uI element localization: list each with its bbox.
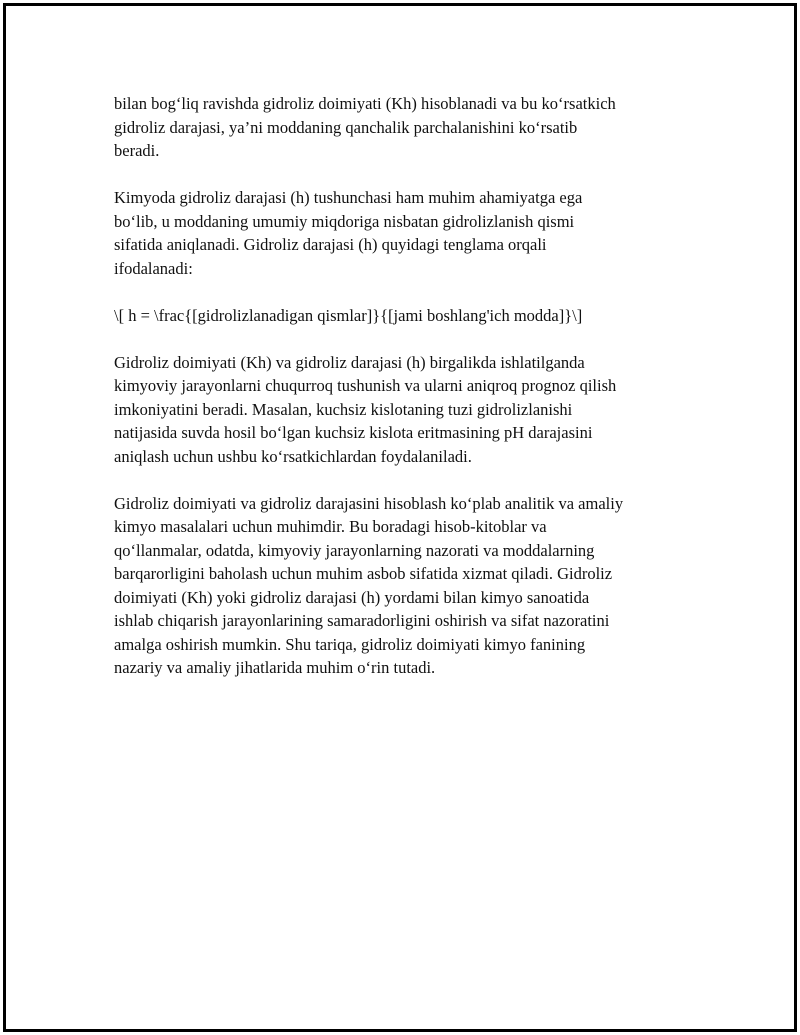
- text-line: gidroliz darajasi, ya’ni moddaning qanchalik parchalanishini ko‘rsatib: [114, 117, 578, 137]
- text-line: bo‘lib, u moddaning umumiy miqdoriga nisbatan gidrolizlanish qismi: [114, 211, 575, 231]
- text-line: qo‘llanmalar, odatda, kimyoviy jarayonlarning nazorati va moddalarning: [114, 540, 595, 560]
- text-line: kimyo masalalari uchun muhimdir. Bu boradagi hisob-kitoblar va: [114, 517, 547, 536]
- text-line: Gidroliz doimiyati (Kh) va gidroliz darajasi (h) birgalikda ishlatilganda: [114, 352, 585, 372]
- document-body: [114, 92, 694, 703]
- text-line: ishlab chiqarish jarayonlarining samaradorligini oshirish va sifat nazoratini: [114, 611, 610, 630]
- formula-line: \[ h = \frac{[gidrolizlanadigan qismlar]}{[jami boshlang'ich modda]}\]: [114, 305, 583, 325]
- paragraph-kh-intro: [114, 92, 694, 163]
- text-line: beradi.: [114, 141, 160, 160]
- text-line: Kimyoda gidroliz darajasi (h) tushunchasi ham muhim ahamiyatga ega: [114, 188, 583, 207]
- text-line: amalga oshirish mumkin. Shu tariqa, gidroliz doimiyati kimyo fanining: [114, 634, 586, 654]
- paragraph-formula: [114, 304, 694, 328]
- text-line: nazariy va amaliy jihatlarida muhim o‘rin tutadi.: [114, 658, 436, 677]
- paragraph-combined-use: [114, 351, 694, 469]
- text-line: bilan bog‘liq ravishda gidroliz doimiyati (Kh) hisoblanadi va bu ko‘rsatkich: [114, 94, 616, 113]
- paragraph-hydrolysis-degree: [114, 186, 694, 280]
- text-line: natijasida suvda hosil bo‘lgan kuchsiz kislota eritmasining pH darajasini: [114, 423, 593, 442]
- text-line: barqarorligini baholash uchun muhim asbob sifatida xizmat qiladi. Gidroliz: [114, 564, 613, 583]
- text-line: imkoniyatini beradi. Masalan, kuchsiz kislotaning tuzi gidrolizlanishi: [114, 399, 573, 419]
- text-line: ifodalanadi:: [114, 258, 193, 278]
- text-line: doimiyati (Kh) yoki gidroliz darajasi (h) yordami bilan kimyo sanoatida: [114, 587, 590, 607]
- text-line: aniqlash uchun ushbu ko‘rsatkichlardan foydalaniladi.: [114, 446, 472, 466]
- text-line: kimyoviy jarayonlarni chuqurroq tushunish va ularni aniqroq prognoz qilish: [114, 376, 617, 395]
- text-line: Gidroliz doimiyati va gidroliz darajasini hisoblash ko‘plab analitik va amaliy: [114, 493, 624, 513]
- paragraph-conclusion: [114, 492, 694, 680]
- text-line: sifatida aniqlanadi. Gidroliz darajasi (h) quyidagi tenglama orqali: [114, 235, 547, 254]
